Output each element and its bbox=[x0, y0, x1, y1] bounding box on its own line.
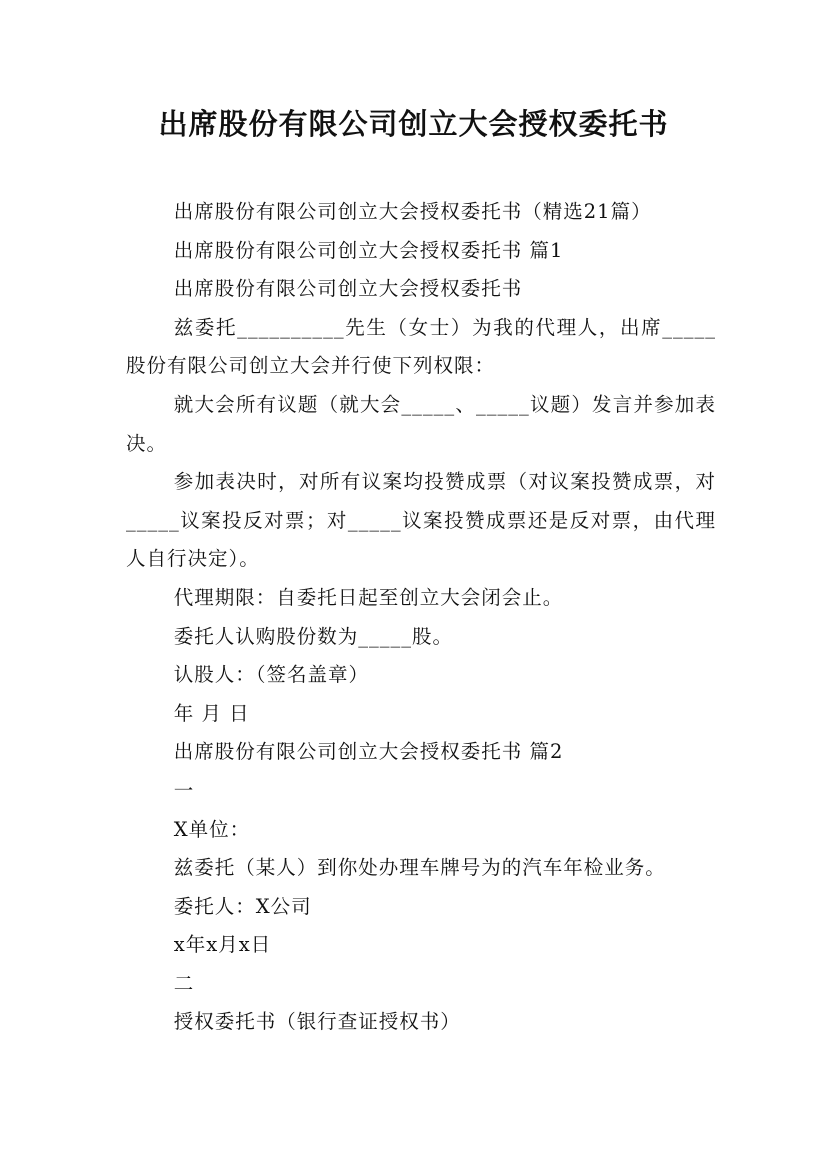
paragraph-number-one: 一 bbox=[173, 778, 195, 802]
paragraph-letter-title: 出席股份有限公司创立大会授权委托书 bbox=[173, 277, 523, 301]
paragraph-subtitle: 出席股份有限公司创立大会授权委托书（精选21篇） bbox=[173, 200, 652, 223]
paragraph-addressee: X单位： bbox=[173, 817, 251, 841]
paragraph-number-two: 二 bbox=[173, 971, 195, 995]
paragraph-principal: 委托人：X公司 bbox=[173, 894, 312, 918]
paragraph-signature: 认股人：（签名盖章） bbox=[173, 663, 370, 687]
paragraph-term: 代理期限：自委托日起至创立大会闭会止。 bbox=[173, 585, 564, 609]
paragraph-entrust: 兹委托__________先生（女士）为我的代理人，出席_____股份有限公司创立大会并行使下列权限： bbox=[126, 315, 716, 378]
paragraph-voting-rules: 参加表决时，对所有议案均投赞成票（对议案投赞成票，对_____议案投反对票；对_____议案投赞成票还是反对票，由代理人自行决定）。 bbox=[126, 470, 716, 571]
paragraph-section-heading: 出席股份有限公司创立大会授权委托书 篇1 bbox=[173, 238, 564, 262]
paragraph-share-count: 委托人认购股份数为_____股。 bbox=[173, 624, 454, 648]
paragraph-section-heading-2: 出席股份有限公司创立大会授权委托书 篇2 bbox=[173, 740, 564, 764]
paragraph-vehicle-inspection: 兹委托（某人）到你处办理车牌号为的汽车年检业务。 bbox=[173, 856, 666, 880]
paragraph-bank-authorization: 授权委托书（银行查证授权书） bbox=[173, 1010, 461, 1034]
paragraph-date: 年 月 日 bbox=[173, 701, 250, 725]
paragraph-speak-vote: 就大会所有议题（就大会_____、_____议题）发言并参加表决。 bbox=[126, 392, 716, 455]
document-body bbox=[126, 193, 716, 1042]
paragraph-date-2: x年x月x日 bbox=[173, 933, 272, 957]
document-title: 出席股份有限公司创立大会授权委托书 bbox=[158, 107, 669, 141]
